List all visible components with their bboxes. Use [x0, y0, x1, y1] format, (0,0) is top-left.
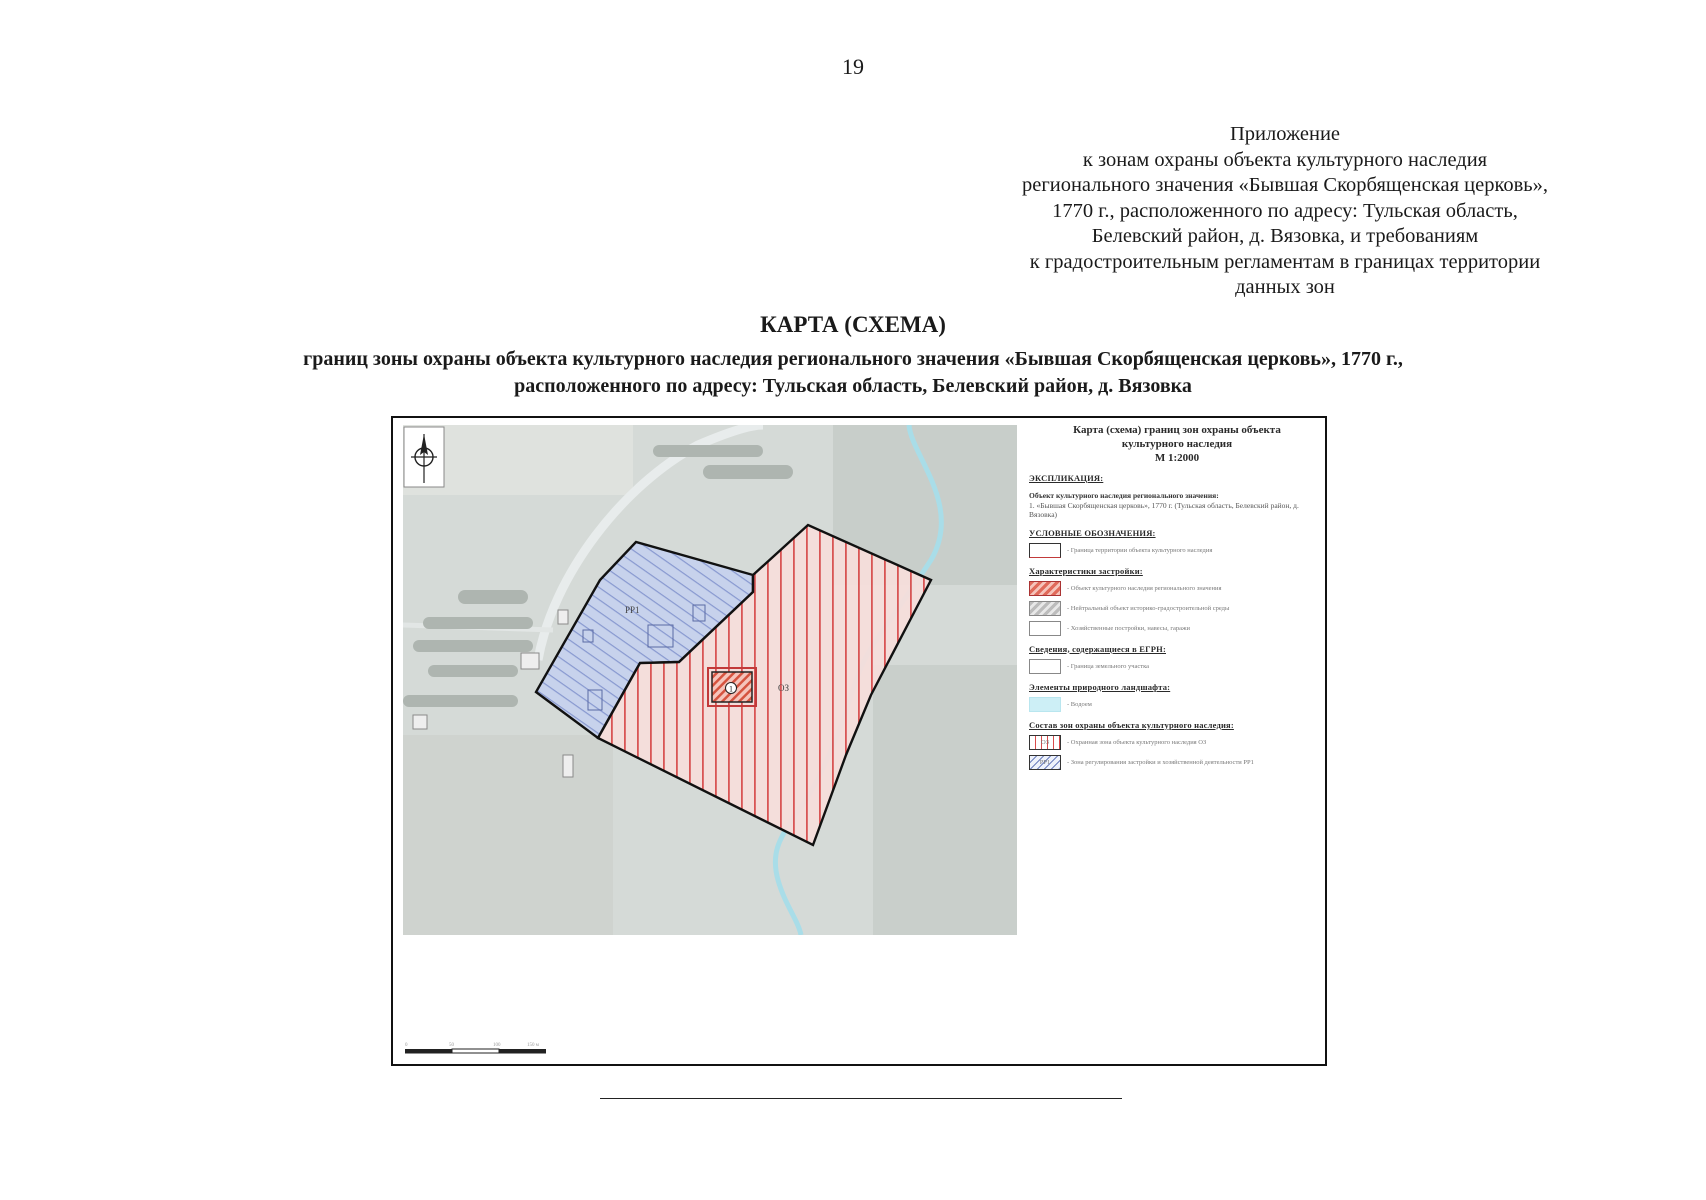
scale-bar [403, 1038, 553, 1062]
boundary-line-icon [1029, 543, 1061, 558]
map-frame [391, 416, 1327, 1066]
map-legend [1029, 423, 1325, 1059]
annex-line: к градостроительным регламентам в границах территории [1029, 250, 1541, 273]
legend-item [1029, 697, 1325, 712]
scale-tick-label: 50 [449, 1043, 454, 1048]
red-zone-icon [1029, 735, 1061, 750]
empty-square-icon [1029, 659, 1061, 674]
legend-zones-heading: Состав зон охраны объекта культурного наследия: [1029, 719, 1234, 730]
legend-item [1029, 601, 1325, 616]
annex-line: Приложение [1229, 123, 1341, 145]
grey-hatch-icon [1029, 601, 1061, 616]
page-number: 19 [842, 54, 864, 79]
legend-item-label: - Зона регулирования застройки и хозяйственной деятельности РР1 [1067, 758, 1254, 766]
legend-symbols-heading: УСЛОВНЫЕ ОБОЗНАЧЕНИЯ: [1029, 527, 1156, 538]
legend-item-label: - Водоем [1067, 700, 1092, 708]
legend-building-heading: Характеристики застройки: [1029, 565, 1143, 576]
map-subtitle-line: границ зоны охраны объекта культурного наследия регионального значения «Бывшая Скорбященская церковь», 1770 г., [303, 348, 1403, 370]
legend-zone-code: РР1 [1039, 758, 1051, 766]
legend-item [1029, 621, 1325, 636]
legend-scale: М 1:2000 [1154, 452, 1200, 464]
zone-rp1-label: РР1 [625, 605, 640, 615]
field-patch [873, 665, 1017, 935]
scale-tick-label: 150 м [527, 1043, 539, 1048]
annex-line: Белевский район, д. Вязовка, и требованиям [1091, 225, 1479, 247]
legend-item-label: - Нейтральный объект историко-градостроительной среды [1067, 604, 1230, 612]
scale-bar-graphic [403, 1038, 553, 1062]
legend-item [1029, 755, 1325, 770]
zone-oz-label: ОЗ [778, 683, 790, 693]
legend-object-heading: Объект культурного наследия регионального значения: [1029, 491, 1219, 500]
legend-title: культурного наследия [1121, 438, 1233, 450]
water-icon [1029, 697, 1061, 712]
annex-line: 1770 г., расположенного по адресу: Тульская область, [1052, 199, 1518, 222]
legend-item [1029, 581, 1325, 596]
legend-egrn-heading: Сведения, содержащиеся в ЕГРН: [1029, 643, 1166, 654]
map-area[interactable] [403, 425, 1017, 935]
legend-zone-code: ОЗ [1041, 738, 1049, 746]
legend-landscape-heading: Элементы природного ландшафта: [1029, 681, 1171, 692]
map-title: КАРТА (СХЕМА) [760, 312, 946, 337]
legend-item-label: - Хозяйственные постройки, навесы, гаражи [1067, 624, 1190, 632]
scale-tick-label: 0 [405, 1043, 408, 1048]
annex-line: к зонам охраны объекта культурного наследия [1082, 148, 1488, 171]
legend-item-label: - Охранная зона объекта культурного наследия ОЗ [1067, 738, 1207, 746]
map-subtitle-line: расположенного по адресу: Тульская область, Белевский район, д. Вязовка [514, 375, 1192, 397]
legend-item [1029, 543, 1325, 558]
legend-item [1029, 735, 1325, 750]
legend-item-label: - Граница территории объекта культурного наследия [1067, 546, 1213, 554]
red-hatch-icon [1029, 581, 1061, 596]
legend-item-label: - Объект культурного наследия регионального значения [1067, 584, 1222, 592]
north-arrow-icon [404, 427, 444, 487]
bottom-rule [600, 1098, 1122, 1099]
legend-explication-heading: ЭКСПЛИКАЦИЯ: [1029, 473, 1104, 483]
annex-line: регионального значения «Бывшая Скорбященская церковь», [1021, 174, 1549, 196]
annex-header [965, 122, 1605, 301]
aerial-map [403, 425, 1017, 935]
legend-item [1029, 659, 1325, 674]
legend-item-label: - Граница земельного участка [1067, 662, 1150, 670]
empty-square-icon [1029, 621, 1061, 636]
blue-zone-icon [1029, 755, 1061, 770]
map-subtitle [100, 346, 1606, 400]
scale-tick-label: 100 [493, 1043, 501, 1048]
legend-object-text: 1. «Бывшая Скорбященская церковь», 1770 г. (Тульская область, Белевский район, д. Вязовка) [1029, 500, 1299, 519]
annex-line: данных зон [1235, 276, 1335, 298]
field-patch [403, 735, 613, 935]
object-number-label: 1 [729, 684, 733, 694]
legend-title: Карта (схема) границ зон охраны объекта [1073, 424, 1281, 436]
